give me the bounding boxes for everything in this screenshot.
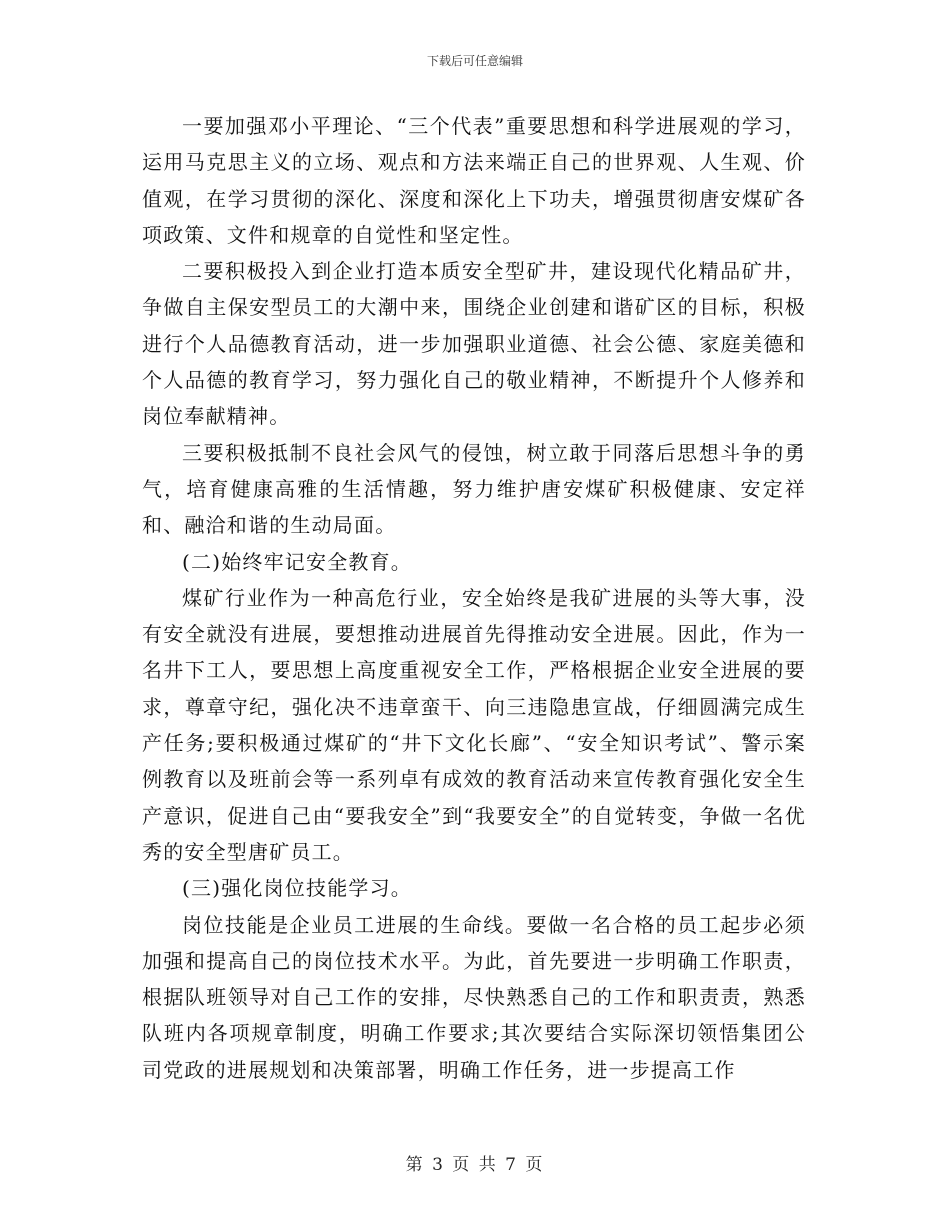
section-heading-2: (二)始终牢记安全教育。	[182, 549, 413, 574]
paragraph-2: 二要积极投入到企业打造本质安全型矿井，建设现代化精品矿井，争做自主保安型员工的大潮中来，围绕企业创建和谐矿区的目标，积极进行个人品德教育活动，进一步加强职业道德、社会公德、家庭美德和个人品德的教育学习，努力强化自己的敬业精神，不断提升个人修养和岗位奉献精神。	[142, 259, 806, 429]
paragraph-4: 煤矿行业作为一种高危行业，安全始终是我矿进展的头等大事，没有安全就没有进展，要想推动进展首先得推动安全进展。因此，作为一名井下工人，要思想上高度重视安全工作，严格根据企业安全进展的要求，尊章守纪，强化决不违章蛮干、向三违隐患宣战，仔细圆满完成生产任务;要积极通过煤矿的“井下文化长廊”、“安全知识考试”、警示案例教育以及班前会等一系列卓有成效的教育活动来宣传教育强化安全生产意识，促进自己由“要我安全”到“我要安全”的自觉转变，争做一名优秀的安全型唐矿员工。	[142, 585, 806, 864]
paragraph-5: 岗位技能是企业员工进展的生命线。要做一名合格的员工起步必须加强和提高自己的岗位技术水平。为此，首先要进一步明确工作职责，根据队班领导对自己工作的安排，尽快熟悉自己的工作和职责责，熟悉队班内各项规章制度，明确工作要求;其次要结合实际深切领悟集团公司党政的进展规划和决策部署，明确工作任务，进一步提高工作	[142, 912, 806, 1082]
page-header: 下载后可任意编辑	[426, 54, 523, 68]
page-footer: 第 3 页 共 7 页	[405, 1155, 545, 1175]
paragraph-1: 一要加强邓小平理论、“三个代表”重要思想和科学进展观的学习，运用马克思主义的立场、观点和方法来端正自己的世界观、人生观、价值观，在学习贯彻的深化、深度和深化上下功夫，增强贯彻唐安煤矿各项政策、文件和规章的自觉性和坚定性。	[142, 114, 806, 247]
document-body	[142, 108, 806, 1088]
section-heading-3: (三)强化岗位技能学习。	[182, 876, 413, 901]
paragraph-3: 三要积极抵制不良社会风气的侵蚀，树立敢于同落后思想斗争的勇气，培育健康高雅的生活情趣，努力维护唐安煤矿积极健康、安定祥和、融洽和谐的生动局面。	[142, 440, 806, 538]
